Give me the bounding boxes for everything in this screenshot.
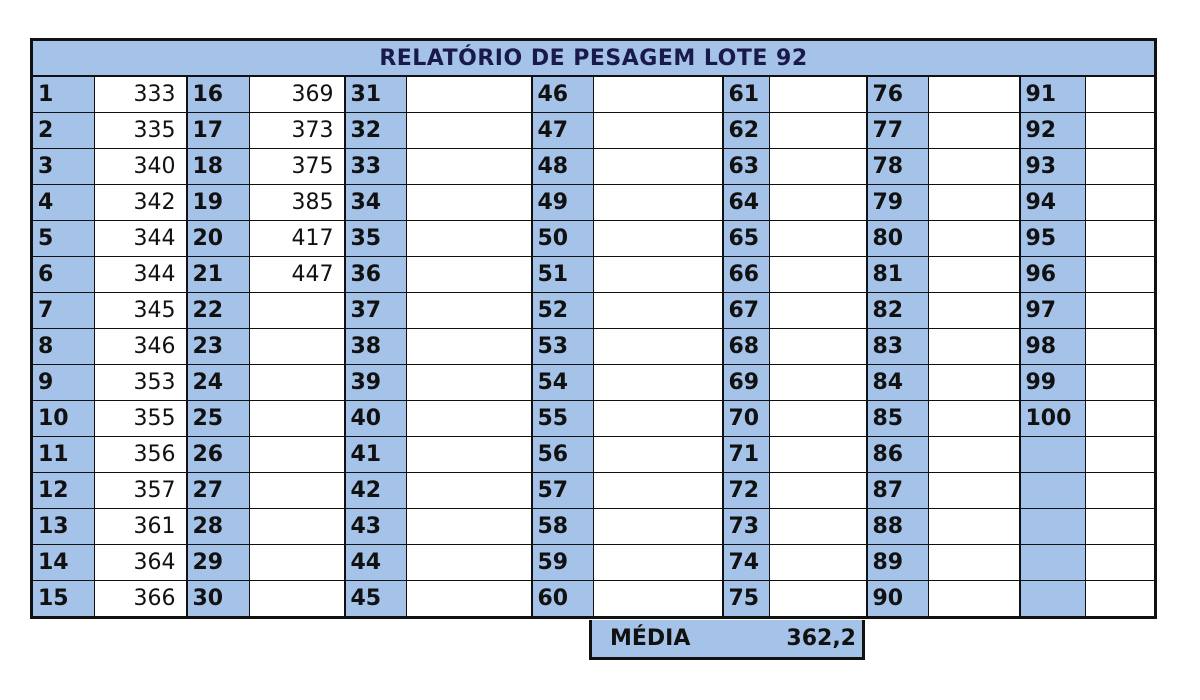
weight-value-cell xyxy=(594,473,723,509)
item-number-cell: 82 xyxy=(867,293,929,329)
weight-value-cell xyxy=(407,257,532,293)
item-number-cell: 70 xyxy=(723,401,770,437)
item-number-cell: 56 xyxy=(532,437,594,473)
item-number-cell: 44 xyxy=(345,545,407,581)
weight-value-cell xyxy=(929,545,1020,581)
table-row xyxy=(32,113,1156,149)
table-row xyxy=(32,401,1156,437)
weight-value-cell xyxy=(929,401,1020,437)
weight-value-cell xyxy=(770,221,867,257)
item-number-cell: 86 xyxy=(867,437,929,473)
item-number-cell: 94 xyxy=(1020,185,1086,221)
weight-value-cell xyxy=(1086,545,1156,581)
item-number-cell: 80 xyxy=(867,221,929,257)
item-number-cell: 36 xyxy=(345,257,407,293)
item-number-cell: 14 xyxy=(32,545,95,581)
table-row xyxy=(32,185,1156,221)
weight-value-cell xyxy=(407,473,532,509)
weight-value-cell xyxy=(770,545,867,581)
item-number-cell: 65 xyxy=(723,221,770,257)
item-number-cell: 45 xyxy=(345,581,407,618)
item-number-cell: 68 xyxy=(723,329,770,365)
item-number-cell: 4 xyxy=(32,185,95,221)
item-number-cell: 3 xyxy=(32,149,95,185)
weight-value-cell xyxy=(770,581,867,618)
weight-value-cell xyxy=(929,221,1020,257)
item-number-cell: 24 xyxy=(187,365,250,401)
weight-value-cell xyxy=(407,185,532,221)
weight-value-cell: 375 xyxy=(250,149,345,185)
weight-value-cell xyxy=(929,473,1020,509)
weight-value-cell xyxy=(594,401,723,437)
weight-value-cell xyxy=(929,293,1020,329)
weight-value-cell: 333 xyxy=(95,76,187,113)
item-number-cell: 83 xyxy=(867,329,929,365)
weight-value-cell xyxy=(250,437,345,473)
item-number-cell: 53 xyxy=(532,329,594,365)
item-number-cell: 54 xyxy=(532,365,594,401)
item-number-cell: 55 xyxy=(532,401,594,437)
weight-value-cell xyxy=(250,365,345,401)
item-number-cell: 16 xyxy=(187,76,250,113)
weight-value-cell xyxy=(407,149,532,185)
weight-value-cell xyxy=(1086,329,1156,365)
item-number-cell: 87 xyxy=(867,473,929,509)
item-number-cell: 47 xyxy=(532,113,594,149)
item-number-cell: 84 xyxy=(867,365,929,401)
item-number-cell: 29 xyxy=(187,545,250,581)
weight-value-cell: 345 xyxy=(95,293,187,329)
weighing-grid-body xyxy=(32,76,1156,618)
item-number-cell: 60 xyxy=(532,581,594,618)
item-number-cell: 50 xyxy=(532,221,594,257)
weight-value-cell xyxy=(1086,257,1156,293)
weight-value-cell: 353 xyxy=(95,365,187,401)
weight-value-cell xyxy=(594,365,723,401)
weight-value-cell: 340 xyxy=(95,149,187,185)
item-number-cell: 38 xyxy=(345,329,407,365)
table-row xyxy=(32,437,1156,473)
item-number-cell: 28 xyxy=(187,509,250,545)
table-row xyxy=(32,293,1156,329)
item-number-cell: 13 xyxy=(32,509,95,545)
item-number-cell: 27 xyxy=(187,473,250,509)
item-number-cell: 39 xyxy=(345,365,407,401)
weight-value-cell: 369 xyxy=(250,76,345,113)
average-box xyxy=(589,620,865,660)
weight-value-cell: 373 xyxy=(250,113,345,149)
weight-value-cell xyxy=(770,329,867,365)
weight-value-cell xyxy=(594,581,723,618)
item-number-cell: 77 xyxy=(867,113,929,149)
weighing-report-sheet xyxy=(30,38,1157,619)
weight-value-cell xyxy=(407,509,532,545)
weight-value-cell xyxy=(407,76,532,113)
weight-value-cell xyxy=(594,76,723,113)
item-number-cell: 66 xyxy=(723,257,770,293)
weight-value-cell xyxy=(770,257,867,293)
table-row xyxy=(32,581,1156,618)
item-number-cell: 6 xyxy=(32,257,95,293)
weight-value-cell xyxy=(1086,365,1156,401)
item-number-cell: 90 xyxy=(867,581,929,618)
item-number-cell xyxy=(1020,437,1086,473)
item-number-cell: 42 xyxy=(345,473,407,509)
item-number-cell: 12 xyxy=(32,473,95,509)
weight-value-cell: 417 xyxy=(250,221,345,257)
weight-value-cell: 355 xyxy=(95,401,187,437)
item-number-cell: 11 xyxy=(32,437,95,473)
item-number-cell: 23 xyxy=(187,329,250,365)
table-row xyxy=(32,257,1156,293)
weight-value-cell xyxy=(407,365,532,401)
weight-value-cell: 356 xyxy=(95,437,187,473)
item-number-cell: 75 xyxy=(723,581,770,618)
item-number-cell: 19 xyxy=(187,185,250,221)
item-number-cell: 89 xyxy=(867,545,929,581)
item-number-cell: 97 xyxy=(1020,293,1086,329)
item-number-cell: 93 xyxy=(1020,149,1086,185)
report-title: RELATÓRIO DE PESAGEM LOTE 92 xyxy=(32,40,1156,77)
item-number-cell: 88 xyxy=(867,509,929,545)
weight-value-cell xyxy=(1086,113,1156,149)
weight-value-cell xyxy=(594,509,723,545)
weight-value-cell xyxy=(250,473,345,509)
weight-value-cell xyxy=(929,113,1020,149)
item-number-cell: 49 xyxy=(532,185,594,221)
item-number-cell: 34 xyxy=(345,185,407,221)
item-number-cell: 85 xyxy=(867,401,929,437)
item-number-cell: 1 xyxy=(32,76,95,113)
weight-value-cell xyxy=(1086,509,1156,545)
item-number-cell: 30 xyxy=(187,581,250,618)
weight-value-cell xyxy=(929,329,1020,365)
weight-value-cell xyxy=(929,257,1020,293)
item-number-cell: 81 xyxy=(867,257,929,293)
weight-value-cell xyxy=(770,509,867,545)
weight-value-cell xyxy=(770,401,867,437)
weight-value-cell xyxy=(1086,76,1156,113)
item-number-cell: 91 xyxy=(1020,76,1086,113)
table-row xyxy=(32,76,1156,113)
item-number-cell: 32 xyxy=(345,113,407,149)
item-number-cell: 20 xyxy=(187,221,250,257)
item-number-cell: 35 xyxy=(345,221,407,257)
item-number-cell: 95 xyxy=(1020,221,1086,257)
weight-value-cell: 344 xyxy=(95,221,187,257)
item-number-cell: 2 xyxy=(32,113,95,149)
weight-value-cell xyxy=(1086,401,1156,437)
weight-value-cell: 344 xyxy=(95,257,187,293)
item-number-cell: 58 xyxy=(532,509,594,545)
weight-value-cell xyxy=(594,293,723,329)
weight-value-cell xyxy=(770,149,867,185)
weight-value-cell: 385 xyxy=(250,185,345,221)
weight-value-cell xyxy=(407,329,532,365)
weight-value-cell xyxy=(250,293,345,329)
weight-value-cell xyxy=(594,437,723,473)
weight-value-cell xyxy=(929,149,1020,185)
table-row xyxy=(32,329,1156,365)
weight-value-cell: 335 xyxy=(95,113,187,149)
weight-value-cell xyxy=(594,113,723,149)
weight-value-cell xyxy=(407,437,532,473)
weight-value-cell xyxy=(770,185,867,221)
item-number-cell: 25 xyxy=(187,401,250,437)
weight-value-cell xyxy=(250,545,345,581)
item-number-cell: 37 xyxy=(345,293,407,329)
weight-value-cell xyxy=(1086,581,1156,618)
weight-value-cell xyxy=(250,509,345,545)
item-number-cell: 61 xyxy=(723,76,770,113)
table-row xyxy=(32,149,1156,185)
weight-value-cell xyxy=(594,329,723,365)
item-number-cell xyxy=(1020,545,1086,581)
item-number-cell: 10 xyxy=(32,401,95,437)
weight-value-cell xyxy=(594,221,723,257)
weight-value-cell xyxy=(594,257,723,293)
weight-value-cell xyxy=(770,76,867,113)
weight-value-cell xyxy=(1086,221,1156,257)
weight-value-cell xyxy=(594,185,723,221)
weight-value-cell xyxy=(407,581,532,618)
table-row xyxy=(32,509,1156,545)
item-number-cell: 100 xyxy=(1020,401,1086,437)
item-number-cell: 18 xyxy=(187,149,250,185)
item-number-cell: 59 xyxy=(532,545,594,581)
table-row xyxy=(32,365,1156,401)
item-number-cell: 51 xyxy=(532,257,594,293)
item-number-cell: 52 xyxy=(532,293,594,329)
weight-value-cell xyxy=(250,329,345,365)
weight-value-cell xyxy=(1086,149,1156,185)
item-number-cell: 98 xyxy=(1020,329,1086,365)
item-number-cell: 41 xyxy=(345,437,407,473)
item-number-cell: 99 xyxy=(1020,365,1086,401)
weight-value-cell xyxy=(1086,437,1156,473)
item-number-cell: 26 xyxy=(187,437,250,473)
item-number-cell xyxy=(1020,473,1086,509)
weight-value-cell xyxy=(929,437,1020,473)
item-number-cell: 72 xyxy=(723,473,770,509)
item-number-cell: 40 xyxy=(345,401,407,437)
weight-value-cell xyxy=(594,545,723,581)
weight-value-cell: 447 xyxy=(250,257,345,293)
weight-value-cell xyxy=(1086,473,1156,509)
item-number-cell: 9 xyxy=(32,365,95,401)
weight-value-cell xyxy=(250,581,345,618)
weight-value-cell xyxy=(770,437,867,473)
table-row xyxy=(32,221,1156,257)
item-number-cell: 21 xyxy=(187,257,250,293)
weight-value-cell xyxy=(1086,185,1156,221)
item-number-cell: 71 xyxy=(723,437,770,473)
weight-value-cell xyxy=(929,581,1020,618)
weight-value-cell xyxy=(770,113,867,149)
weight-value-cell: 346 xyxy=(95,329,187,365)
weight-value-cell xyxy=(929,76,1020,113)
weight-value-cell xyxy=(1086,293,1156,329)
weighing-table xyxy=(30,38,1157,619)
item-number-cell: 64 xyxy=(723,185,770,221)
item-number-cell: 5 xyxy=(32,221,95,257)
item-number-cell: 17 xyxy=(187,113,250,149)
item-number-cell: 43 xyxy=(345,509,407,545)
item-number-cell: 96 xyxy=(1020,257,1086,293)
weight-value-cell xyxy=(929,365,1020,401)
item-number-cell: 33 xyxy=(345,149,407,185)
weight-value-cell xyxy=(407,221,532,257)
item-number-cell: 92 xyxy=(1020,113,1086,149)
item-number-cell xyxy=(1020,509,1086,545)
table-row xyxy=(32,473,1156,509)
weight-value-cell: 366 xyxy=(95,581,187,618)
average-label: MÉDIA xyxy=(610,626,691,651)
weight-value-cell xyxy=(407,293,532,329)
item-number-cell: 69 xyxy=(723,365,770,401)
weight-value-cell: 357 xyxy=(95,473,187,509)
item-number-cell: 78 xyxy=(867,149,929,185)
item-number-cell: 7 xyxy=(32,293,95,329)
weight-value-cell: 342 xyxy=(95,185,187,221)
weight-value-cell: 361 xyxy=(95,509,187,545)
weight-value-cell xyxy=(770,365,867,401)
item-number-cell: 8 xyxy=(32,329,95,365)
weight-value-cell xyxy=(407,113,532,149)
item-number-cell: 79 xyxy=(867,185,929,221)
weight-value-cell xyxy=(770,293,867,329)
item-number-cell xyxy=(1020,581,1086,618)
weight-value-cell xyxy=(407,401,532,437)
weight-value-cell xyxy=(929,185,1020,221)
item-number-cell: 73 xyxy=(723,509,770,545)
item-number-cell: 48 xyxy=(532,149,594,185)
item-number-cell: 76 xyxy=(867,76,929,113)
weight-value-cell xyxy=(594,149,723,185)
weight-value-cell xyxy=(407,545,532,581)
item-number-cell: 46 xyxy=(532,76,594,113)
weight-value-cell: 364 xyxy=(95,545,187,581)
item-number-cell: 22 xyxy=(187,293,250,329)
weight-value-cell xyxy=(929,509,1020,545)
item-number-cell: 15 xyxy=(32,581,95,618)
weight-value-cell xyxy=(250,401,345,437)
average-value: 362,2 xyxy=(786,626,856,651)
weight-value-cell xyxy=(770,473,867,509)
table-row xyxy=(32,545,1156,581)
item-number-cell: 62 xyxy=(723,113,770,149)
item-number-cell: 74 xyxy=(723,545,770,581)
item-number-cell: 67 xyxy=(723,293,770,329)
item-number-cell: 63 xyxy=(723,149,770,185)
item-number-cell: 31 xyxy=(345,76,407,113)
item-number-cell: 57 xyxy=(532,473,594,509)
